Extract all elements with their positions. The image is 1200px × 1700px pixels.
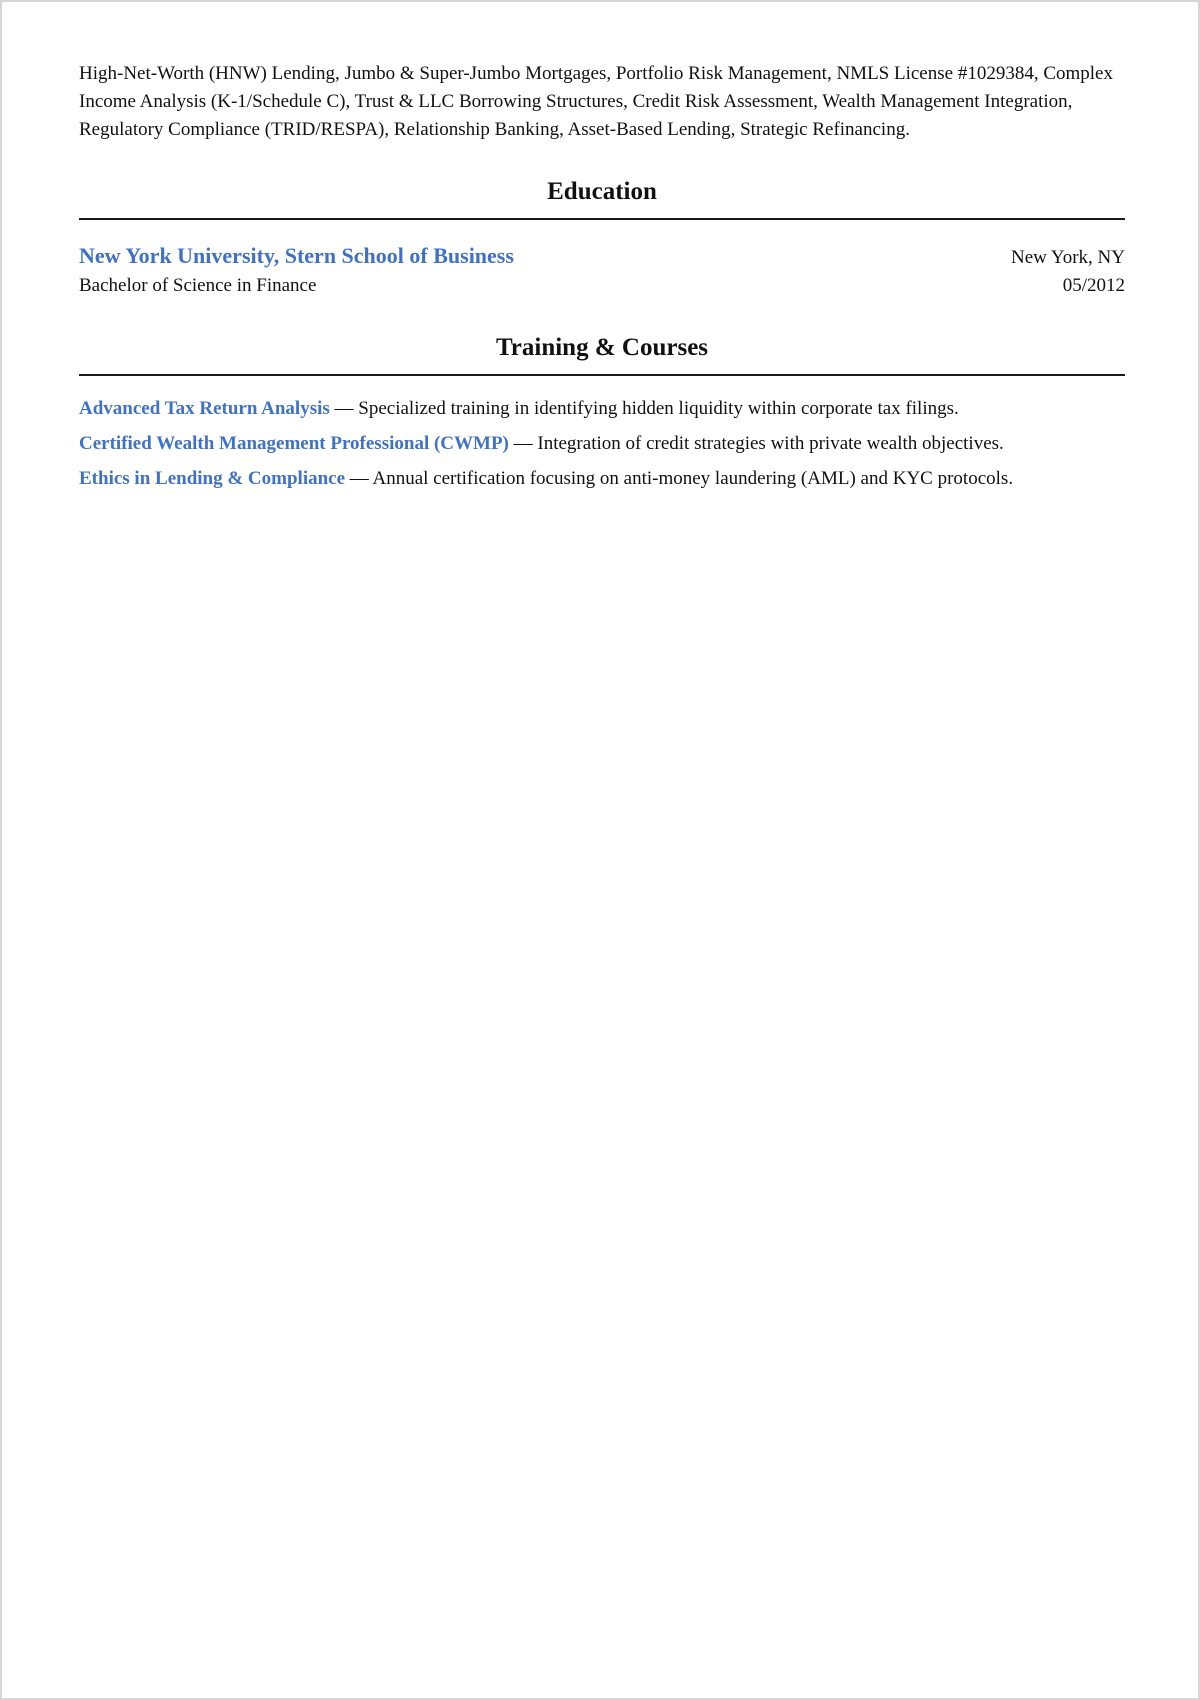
- course-title: Ethics in Lending & Compliance: [79, 468, 346, 489]
- course-item: [79, 396, 1125, 422]
- course-item: [79, 431, 1125, 457]
- degree-name: Bachelor of Science in Finance: [79, 275, 317, 296]
- course-title: Certified Wealth Management Professional (CWMP): [79, 433, 509, 454]
- course-item: [79, 466, 1125, 492]
- school-location: New York, NY: [1010, 247, 1125, 268]
- skills-summary: High-Net-Worth (HNW) Lending, Jumbo & Super-Jumbo Mortgages, Portfolio Risk Management, NMLS License #1029384, Complex Income Analysis (K-1/Schedule C), Trust & LLC Borrowing Structures, Credit Risk Assessment, Wealth Management Integration, Regulatory Compliance (TRID/RESPA), Relationship Banking, Asset-Based Lending, Strategic Refinancing.: [79, 63, 1113, 140]
- education-heading: Education: [79, 177, 1125, 220]
- resume-content: [79, 60, 1125, 501]
- course-separator: —: [329, 398, 359, 419]
- course-description: Annual certification focusing on anti-money laundering (AML) and KYC protocols.: [372, 468, 1014, 489]
- graduation-date: 05/2012: [1062, 275, 1125, 296]
- education-degree-row: [79, 272, 1125, 300]
- school-name: New York University, Stern School of Business: [79, 243, 514, 268]
- course-list: [79, 396, 1125, 492]
- education-school-row: [79, 242, 1125, 272]
- course-description: Specialized training in identifying hidden liquidity within corporate tax filings.: [358, 398, 959, 419]
- course-title: Advanced Tax Return Analysis: [79, 398, 330, 419]
- course-description: Integration of credit strategies with private wealth objectives.: [537, 433, 1004, 454]
- course-separator: —: [345, 468, 373, 489]
- training-heading: Training & Courses: [79, 333, 1125, 376]
- course-separator: —: [508, 433, 538, 454]
